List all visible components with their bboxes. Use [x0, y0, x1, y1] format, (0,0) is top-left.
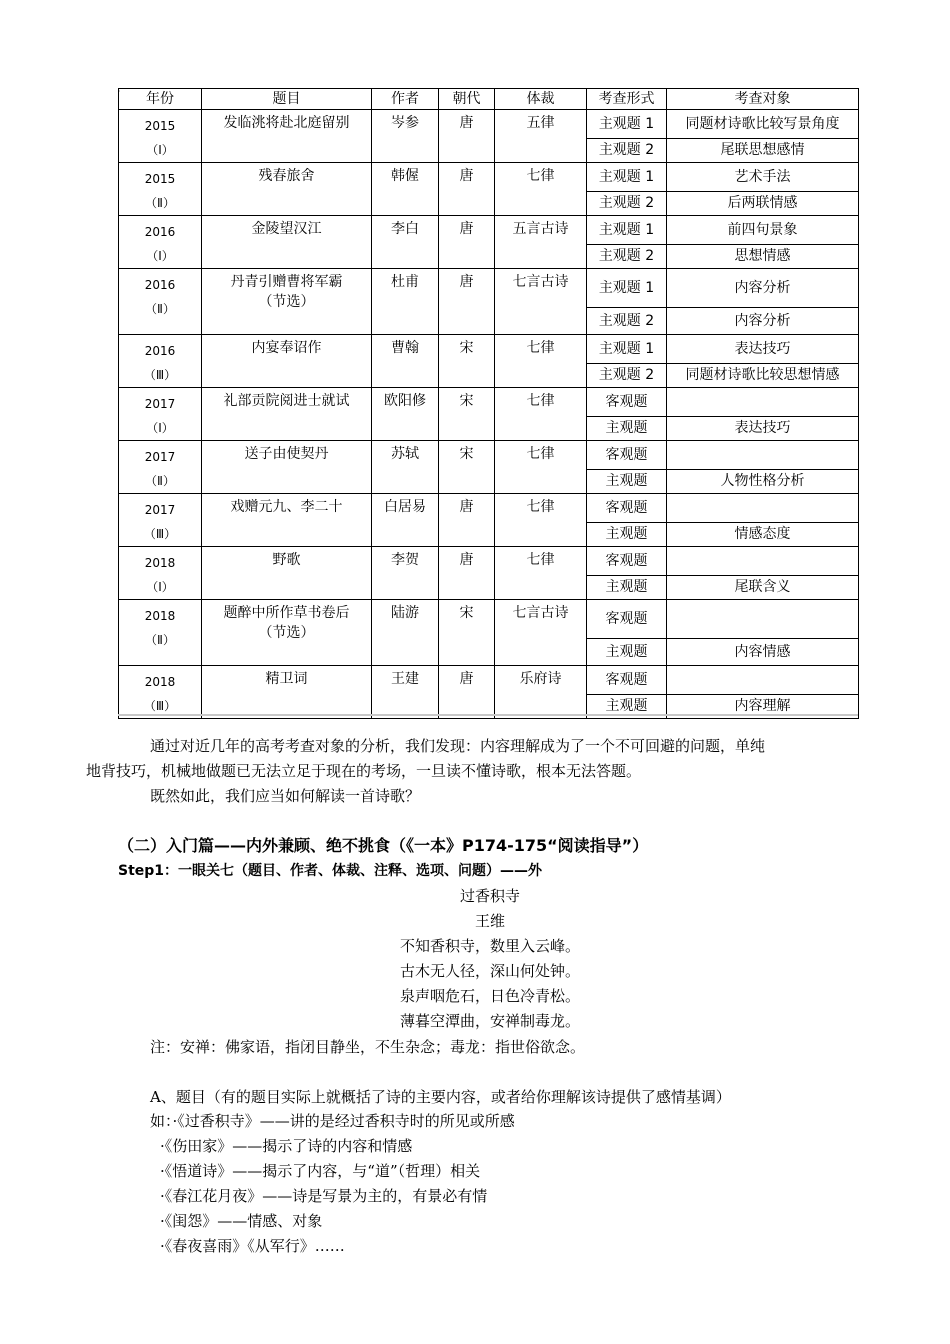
- cell-form: 主观题 2: [587, 191, 667, 215]
- year-value: 2018: [144, 609, 176, 623]
- table-row: [119, 547, 859, 576]
- analysis-line-2: 地背技巧，机械地做题已无法立足于现在的考场，一旦读不懂诗歌，根本无法答题。: [86, 762, 642, 780]
- cell-form: 客观题: [587, 547, 667, 576]
- cell-genre: 七律: [495, 547, 587, 600]
- table-row: [119, 388, 859, 417]
- cell-author: 杜甫: [372, 269, 439, 335]
- cell-genre: 七律: [495, 494, 587, 547]
- cell-form: 客观题: [587, 600, 667, 639]
- cell-year: [119, 600, 202, 666]
- cell-dynasty: 唐: [439, 216, 495, 269]
- cell-title: [202, 110, 372, 163]
- cell-author: 韩偓: [372, 163, 439, 216]
- header-dynasty: 朝代: [439, 89, 495, 110]
- cell-form: 主观题: [587, 694, 667, 718]
- paper-set: （Ⅰ）: [146, 580, 174, 594]
- cell-form: 主观题 1: [587, 269, 667, 308]
- cell-object: [667, 600, 859, 639]
- year-value: 2016: [144, 344, 176, 358]
- paper-set: （Ⅰ）: [146, 249, 174, 263]
- poem-line-3: 泉声咽危石，日色冷青松。: [399, 987, 580, 1005]
- cell-object: 内容理解: [667, 694, 859, 718]
- poem-title-note: （节选）: [258, 625, 315, 641]
- year-value: 2016: [144, 278, 176, 292]
- cell-object: 内容分析: [667, 308, 859, 335]
- cell-year: [119, 441, 202, 494]
- cell-author: 欧阳修: [372, 388, 439, 441]
- paper-set: （Ⅱ）: [145, 196, 175, 210]
- cell-dynasty: 唐: [439, 666, 495, 719]
- section-a-item-1: ·《伤田家》——揭示了诗的内容和情感: [160, 1137, 413, 1155]
- section-a-item-5: ·《春夜喜雨》《从军行》……: [160, 1237, 345, 1255]
- header-year: 年份: [119, 89, 202, 110]
- poem-title-value: 送子由使契丹: [244, 446, 329, 462]
- header-form: 考查形式: [587, 89, 667, 110]
- cell-year: [119, 547, 202, 600]
- cell-dynasty: 宋: [439, 388, 495, 441]
- cell-year: [119, 494, 202, 547]
- poem-line-4: 薄暮空潭曲，安禅制毒龙。: [399, 1012, 580, 1030]
- cell-form: 主观题 1: [587, 163, 667, 192]
- table-body: [119, 110, 859, 719]
- cell-title: [202, 441, 372, 494]
- cell-genre: 五律: [495, 110, 587, 163]
- cell-dynasty: 唐: [439, 494, 495, 547]
- cell-genre: 乐府诗: [495, 666, 587, 719]
- section-a-item-4: ·《闺怨》——情感、对象: [160, 1212, 323, 1230]
- cell-dynasty: 唐: [439, 547, 495, 600]
- paper-set: （Ⅱ）: [145, 474, 175, 488]
- cell-dynasty: 唐: [439, 110, 495, 163]
- poem-line-2: 古木无人径，深山何处钟。: [399, 962, 580, 980]
- section-a-title: A、题目（有的题目实际上就概括了诗的主要内容，或者给你理解该诗提供了感情基调）: [150, 1088, 731, 1106]
- year-value: 2017: [144, 503, 176, 517]
- paper-set: （Ⅲ）: [143, 368, 177, 382]
- cell-object: 内容分析: [667, 269, 859, 308]
- section-divider: [118, 714, 858, 716]
- analysis-paragraph: [86, 734, 838, 784]
- cell-author: 陆游: [372, 600, 439, 666]
- cell-form: 客观题: [587, 388, 667, 417]
- cell-title: [202, 666, 372, 719]
- poem-line-1: 不知香积寺，数里入云峰。: [399, 937, 580, 955]
- year-value: 2018: [144, 675, 176, 689]
- table-header-row: [119, 89, 859, 110]
- cell-form: 主观题: [587, 575, 667, 599]
- poem-title-value: 精卫词: [265, 671, 308, 687]
- analysis-question: 既然如此，我们应当如何解读一首诗歌？: [150, 787, 421, 805]
- cell-dynasty: 宋: [439, 335, 495, 388]
- table-row: [119, 216, 859, 245]
- cell-object: 尾联含义: [667, 575, 859, 599]
- cell-genre: 五言古诗: [495, 216, 587, 269]
- paper-set: （Ⅲ）: [143, 527, 177, 541]
- paper-set: （Ⅱ）: [145, 633, 175, 647]
- cell-object: [667, 494, 859, 523]
- cell-title: [202, 335, 372, 388]
- cell-dynasty: 宋: [439, 441, 495, 494]
- header-genre: 体裁: [495, 89, 587, 110]
- cell-object: 情感态度: [667, 522, 859, 546]
- cell-year: [119, 216, 202, 269]
- table-row: [119, 269, 859, 308]
- table-row: [119, 163, 859, 192]
- cell-object: 人物性格分析: [667, 469, 859, 493]
- cell-object: 内容情感: [667, 639, 859, 666]
- cell-genre: 七律: [495, 335, 587, 388]
- poem-title-value: 发临洮将赴北庭留别: [223, 115, 350, 131]
- cell-form: 主观题: [587, 522, 667, 546]
- header-object: 考查对象: [667, 89, 859, 110]
- cell-dynasty: 宋: [439, 600, 495, 666]
- year-value: 2015: [144, 119, 176, 133]
- year-value: 2018: [144, 556, 176, 570]
- cell-author: 岑参: [372, 110, 439, 163]
- year-value: 2017: [144, 450, 176, 464]
- poem-title-note: （节选）: [258, 294, 315, 310]
- cell-object: 同题材诗歌比较写景角度: [667, 110, 859, 139]
- cell-form: 主观题: [587, 416, 667, 440]
- cell-object: [667, 666, 859, 695]
- paper-set: （Ⅰ）: [146, 143, 174, 157]
- poem-title: 过香积寺: [459, 887, 520, 905]
- cell-form: 主观题 2: [587, 138, 667, 162]
- cell-form: 主观题 2: [587, 244, 667, 268]
- cell-object: 后两联情感: [667, 191, 859, 215]
- cell-form: 主观题 1: [587, 110, 667, 139]
- table-row: [119, 110, 859, 139]
- section-a-intro: 如：·《过香积寺》——讲的是经过香积寺时的所见或所感: [150, 1112, 515, 1130]
- cell-year: [119, 110, 202, 163]
- table-row: [119, 600, 859, 639]
- paper-set: （Ⅱ）: [145, 302, 175, 316]
- cell-title: [202, 388, 372, 441]
- section-a-item-2: ·《悟道诗》——揭示了内容，与“道”（哲理）相关: [160, 1162, 481, 1180]
- step1-heading: Step1：一眼关七（题目、作者、体裁、注释、选项、问题）——外: [118, 863, 543, 879]
- year-value: 2017: [144, 397, 176, 411]
- cell-object: 艺术手法: [667, 163, 859, 192]
- cell-dynasty: 唐: [439, 269, 495, 335]
- cell-object: 表达技巧: [667, 335, 859, 364]
- cell-object: 表达技巧: [667, 416, 859, 440]
- cell-genre: 七律: [495, 163, 587, 216]
- cell-object: 思想情感: [667, 244, 859, 268]
- header-title: 题目: [202, 89, 372, 110]
- poem-title-value: 礼部贡院阅进士就试: [223, 393, 350, 409]
- cell-dynasty: 唐: [439, 163, 495, 216]
- cell-genre: 七言古诗: [495, 600, 587, 666]
- poem-title-value: 野歌: [272, 552, 301, 568]
- cell-form: 客观题: [587, 494, 667, 523]
- header-author: 作者: [372, 89, 439, 110]
- cell-author: 曹翰: [372, 335, 439, 388]
- poem-author: 王维: [474, 912, 505, 930]
- cell-form: 主观题: [587, 469, 667, 493]
- cell-year: [119, 335, 202, 388]
- cell-genre: 七言古诗: [495, 269, 587, 335]
- year-value: 2015: [144, 172, 176, 186]
- cell-form: 主观题 1: [587, 335, 667, 364]
- exam-analysis-table: [118, 88, 859, 719]
- poem-title-value: 丹青引赠曹将军霸: [230, 274, 343, 290]
- cell-form: 客观题: [587, 666, 667, 695]
- cell-title: [202, 163, 372, 216]
- cell-author: 白居易: [372, 494, 439, 547]
- cell-author: 苏轼: [372, 441, 439, 494]
- paper-set: （Ⅰ）: [146, 421, 174, 435]
- table-row: [119, 441, 859, 470]
- year-value: 2016: [144, 225, 176, 239]
- cell-form: 主观题 1: [587, 216, 667, 245]
- poem-title-value: 题醉中所作草书卷后: [223, 605, 350, 621]
- cell-form: 客观题: [587, 441, 667, 470]
- cell-object: 尾联思想感情: [667, 138, 859, 162]
- cell-title: [202, 216, 372, 269]
- section-heading: （二）入门篇——内外兼顾、绝不挑食（《一本》P174-175“阅读指导”）: [118, 836, 649, 855]
- cell-title: [202, 600, 372, 666]
- cell-form: 主观题 2: [587, 363, 667, 387]
- cell-genre: 七律: [495, 388, 587, 441]
- cell-year: [119, 388, 202, 441]
- paper-set: （Ⅲ）: [143, 699, 177, 713]
- poem-title-value: 戏赠元九、李二十: [230, 499, 343, 515]
- table-row: [119, 335, 859, 364]
- cell-author: 王建: [372, 666, 439, 719]
- poem-title-value: 残春旅舍: [258, 168, 315, 184]
- cell-form: 主观题: [587, 639, 667, 666]
- table-row: [119, 666, 859, 695]
- cell-author: 李白: [372, 216, 439, 269]
- cell-year: [119, 269, 202, 335]
- cell-object: [667, 441, 859, 470]
- cell-title: [202, 269, 372, 335]
- section-a-item-3: ·《春江花月夜》——诗是写景为主的，有景必有情: [160, 1187, 488, 1205]
- cell-genre: 七律: [495, 441, 587, 494]
- cell-object: 同题材诗歌比较思想情感: [667, 363, 859, 387]
- poem-note: 注：安禅：佛家语，指闭目静坐，不生杂念；毒龙：指世俗欲念。: [150, 1038, 586, 1056]
- poem-title-value: 金陵望汉江: [251, 221, 322, 237]
- cell-object: [667, 388, 859, 417]
- table-anchor-mark: ⸱: [118, 87, 121, 97]
- cell-form: 主观题 2: [587, 308, 667, 335]
- cell-object: 前四句景象: [667, 216, 859, 245]
- cell-title: [202, 494, 372, 547]
- cell-author: 李贺: [372, 547, 439, 600]
- cell-year: [119, 666, 202, 719]
- cell-year: [119, 163, 202, 216]
- cell-title: [202, 547, 372, 600]
- analysis-line-1: 通过对近几年的高考考查对象的分析，我们发现：内容理解成为了一个不可回避的问题，单纯: [150, 737, 766, 755]
- table-row: [119, 494, 859, 523]
- cell-object: [667, 547, 859, 576]
- poem-title-value: 内宴奉诏作: [251, 340, 322, 356]
